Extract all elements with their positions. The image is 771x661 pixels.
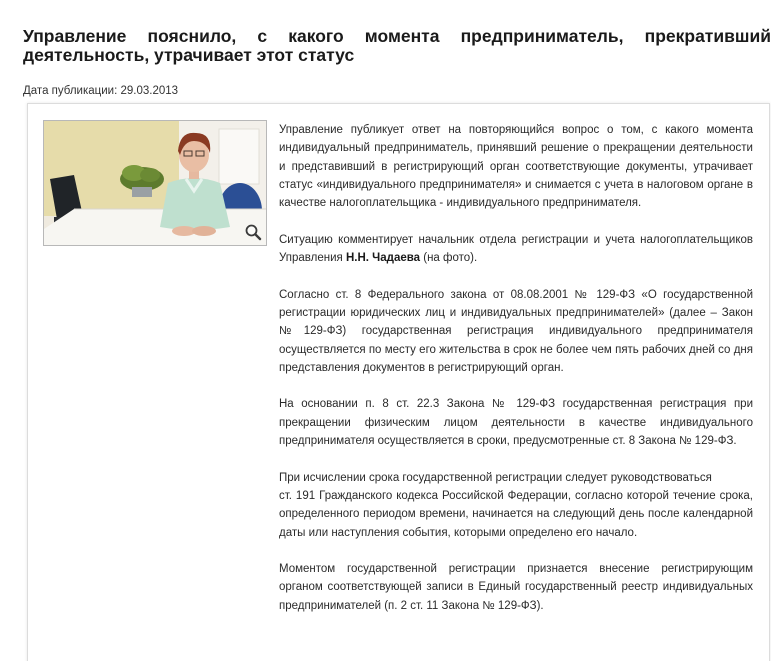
- person-name: Н.Н. Чадаева: [345, 252, 421, 265]
- paragraph-text: Ситуацию комментирует начальник отдела регистрации и учета налогоплательщиков Управления: [279, 233, 753, 265]
- zoom-icon[interactable]: [244, 223, 262, 241]
- article-paragraph: Моментом государственной регистрации признается внесение регистрирующим органом соответствующей записи в Единый государственный реестр индивидуальных предпринимателей (п. 2 ст. 11 Закона № 129-ФЗ).: [279, 563, 753, 612]
- page-title: Управление пояснило, с какого момента предприниматель, прекративший деятельность, утрачивает этот статус: [23, 26, 771, 65]
- article-paragraph: [279, 231, 753, 268]
- article-paragraph: [279, 469, 753, 542]
- article-paragraph: На основании п. 8 ст. 22.3 Закона № 129-ФЗ государственная регистрация при прекращении физическим лицом деятельности в качестве индивидуального предпринимателя осуществляется в сроки, предусмотренные ст. 8 Закона № 129-ФЗ.: [279, 398, 753, 448]
- article-paragraph: Управление публикует ответ на повторяющийся вопрос о том, с какого момента индивидуальный предприниматель, принявший решение о прекращении деятельности и представивший в регистрирующий орган соответствующие документы, утрачивает статус «индивидуального предпринимателя» и снимается с учета в налоговом органе в качестве налогоплательщика - индивидуального предпринимателя.: [279, 124, 753, 210]
- article-photo[interactable]: [43, 120, 267, 246]
- paragraph-text: (на фото).: [420, 252, 478, 265]
- paragraph-text: ст. 191 Гражданского кодекса Российской Федерации, согласно которой течение срока, определенного периодом времени, начинается на следующий день после календарной даты или наступления события, которыми определено его начало.: [279, 489, 753, 539]
- publication-date: Дата публикации: 29.03.2013: [23, 85, 179, 97]
- article-body: [279, 121, 753, 633]
- paragraph-text: При исчислении срока государственной регистрации следует руководствоваться: [279, 471, 712, 484]
- article-paragraph: Согласно ст. 8 Федерального закона от 08.08.2001 № 129-ФЗ «О государственной регистрации юридических лиц и индивидуальных предпринимателей» (далее – Закон №129-ФЗ) государственная регистрация индивидуального предпринимателя осуществляется по месту его жительства в срок не более чем пять рабочих дней со дня представления документов в регистрирующий орган.: [279, 288, 753, 374]
- photo-illustration: [44, 121, 266, 245]
